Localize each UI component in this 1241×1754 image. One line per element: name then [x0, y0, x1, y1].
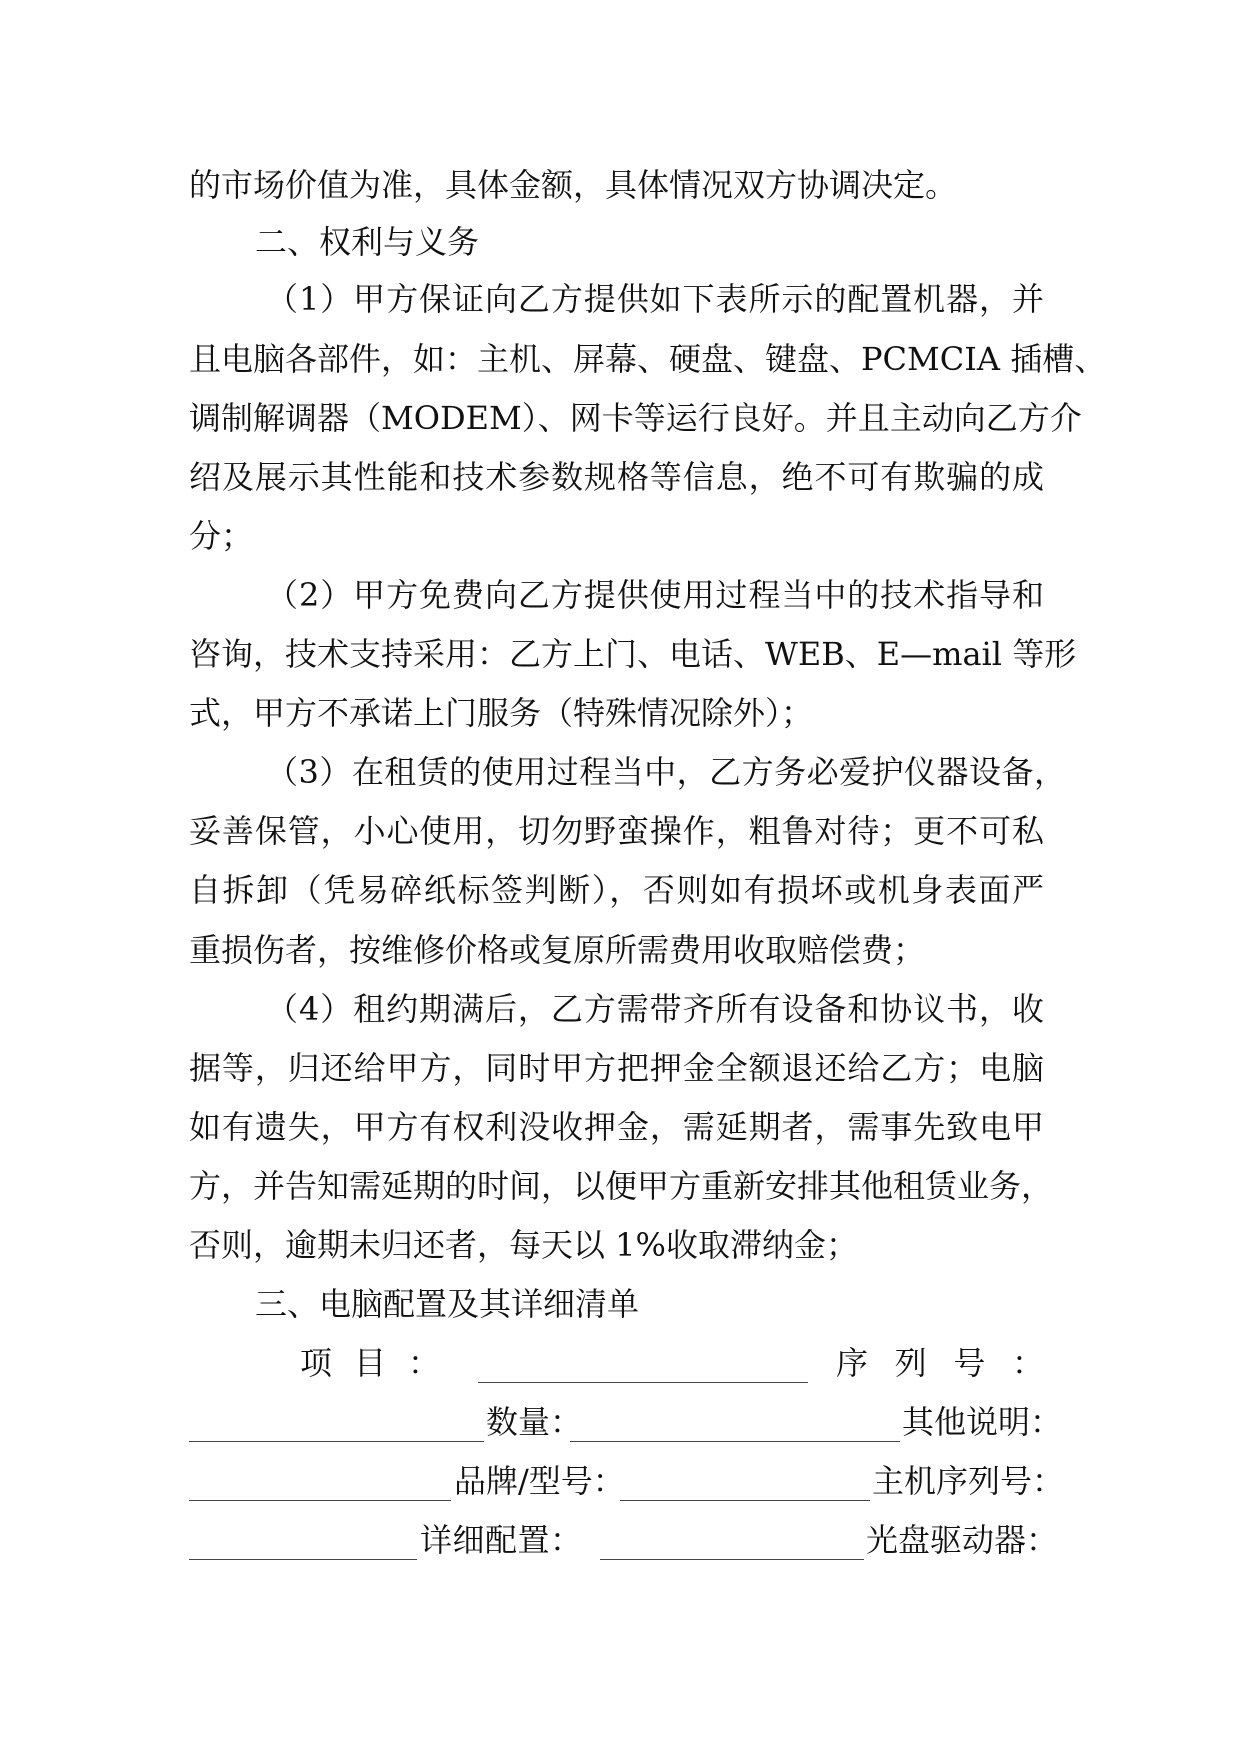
paragraph-line: 的市场价值为准，具体金额，具体情况双方协调决定。 — [189, 166, 958, 204]
detail-blank[interactable] — [600, 1559, 864, 1560]
paragraph-line: 据等，归还给甲方，同时甲方把押金全额退还给乙方；电脑 — [189, 1049, 1044, 1087]
quantity-label: 数量： — [486, 1403, 583, 1441]
paragraph-line: 调制解调器（MODEM）、网卡等运行良好。并且主动向乙方介 — [189, 399, 1082, 437]
paragraph-line: 自拆卸（凭易碎纸标签判断），否则如有损坏或机身表面严 — [189, 871, 1044, 909]
serial-blank[interactable] — [189, 1441, 484, 1442]
cdrom-label: 光盘驱动器： — [866, 1521, 1059, 1559]
paragraph-line: （2）甲方免费向乙方提供使用过程当中的技术指导和 — [266, 576, 1044, 614]
paragraph-line: 绍及展示其性能和技术参数规格等信息，绝不可有欺骗的成 — [189, 458, 1044, 496]
item-label: 项 目 ： — [300, 1344, 440, 1382]
serial-label: 序 列 号 ： — [836, 1344, 1044, 1382]
paragraph-line: （1）甲方保证向乙方提供如下表所示的配置机器，并 — [266, 280, 1044, 318]
quantity-blank[interactable] — [570, 1441, 900, 1442]
host-serial-label: 主机序列号： — [872, 1462, 1065, 1500]
section-heading: 三、电脑配置及其详细清单 — [255, 1285, 640, 1323]
paragraph-line: 咨询，技术支持采用：乙方上门、电话、WEB、E—mail 等形 — [189, 635, 1077, 673]
other-blank[interactable] — [189, 1500, 451, 1501]
paragraph-line: 分； — [189, 517, 254, 555]
brand-label: 品牌/型号： — [454, 1462, 625, 1500]
brand-blank[interactable] — [620, 1500, 870, 1501]
paragraph-line: 式，甲方不承诺上门服务（特殊情况除外）； — [189, 694, 814, 732]
item-blank[interactable] — [478, 1382, 808, 1383]
paragraph-line: （3）在租赁的使用过程当中，乙方务必爱护仪器设备， — [266, 753, 1066, 791]
paragraph-line: 妥善保管，小心使用，切勿野蛮操作，粗鲁对待；更不可私 — [189, 812, 1044, 850]
host-serial-blank[interactable] — [189, 1559, 417, 1560]
paragraph-line: （4）租约期满后，乙方需带齐所有设备和协议书，收 — [266, 990, 1044, 1028]
section-heading: 二、权利与义务 — [255, 223, 480, 261]
paragraph-line: 否则，逾期未归还者，每天以 1%收取滞纳金； — [189, 1226, 858, 1264]
other-label: 其他说明： — [902, 1403, 1063, 1441]
paragraph-line: 如有遗失，甲方有权利没收押金，需延期者，需事先致电甲 — [189, 1108, 1044, 1146]
paragraph-line: 方，并告知需延期的时间，以便甲方重新安排其他租赁业务， — [189, 1167, 1054, 1205]
paragraph-line: 重损伤者，按维修价格或复原所需费用收取赔偿费； — [189, 931, 926, 969]
detail-label: 详细配置： — [420, 1521, 582, 1559]
paragraph-line: 且电脑各部件，如：主机、屏幕、硬盘、键盘、PCMCIA 插槽、 — [189, 340, 1107, 378]
